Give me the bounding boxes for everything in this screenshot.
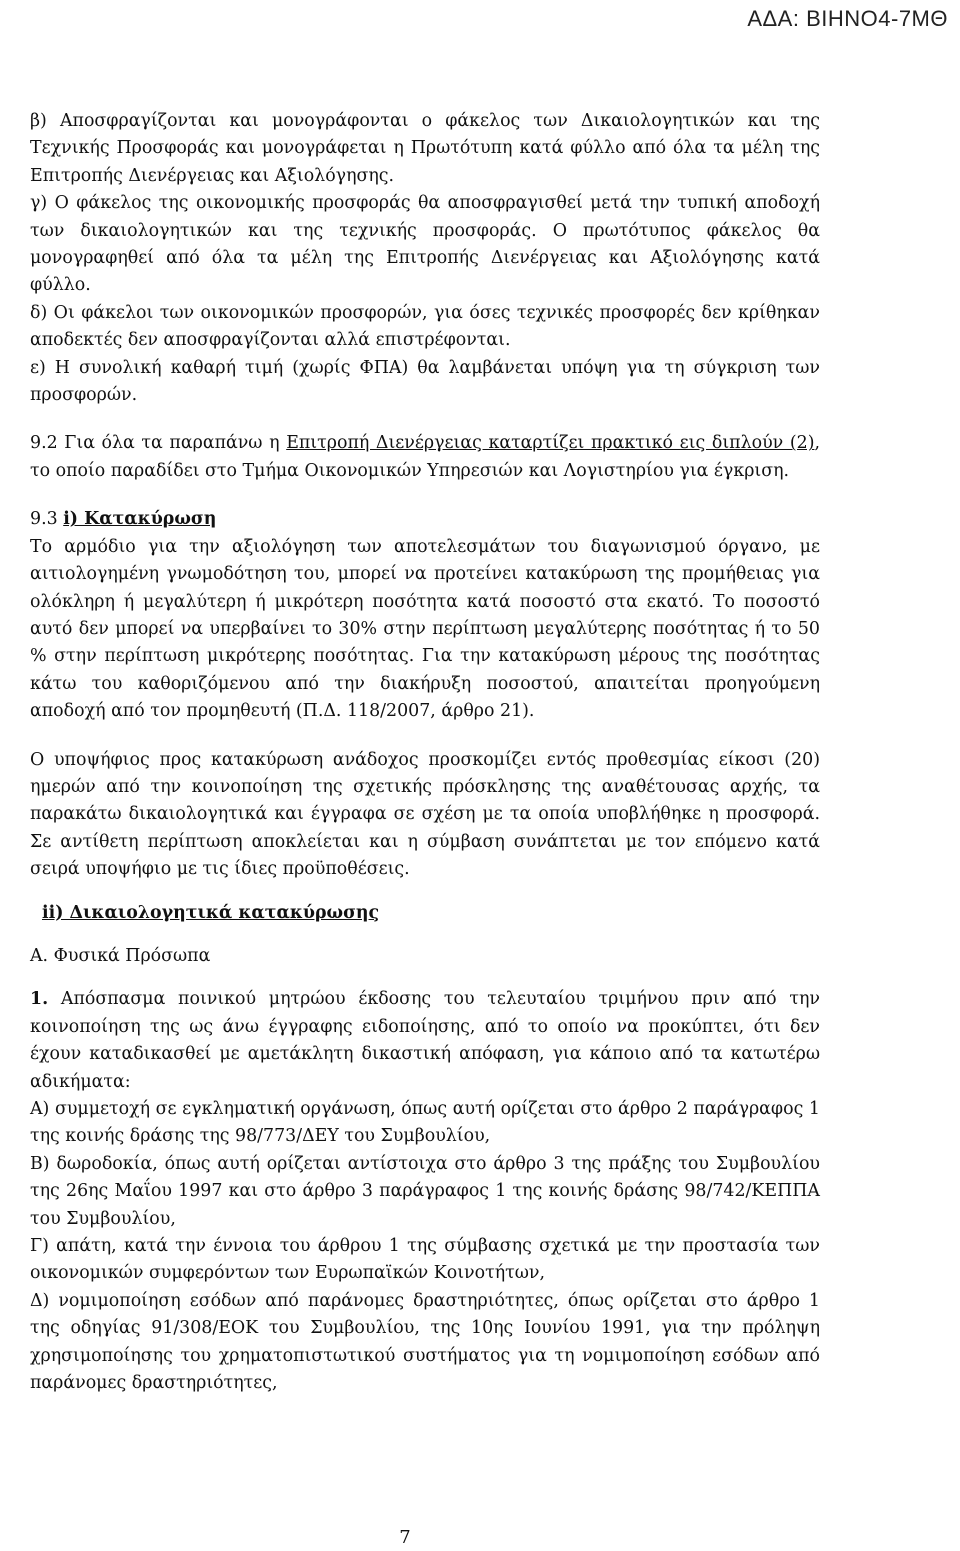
section-9-3-heading: i) Κατακύρωση (63, 509, 217, 530)
offence-a: Α) συμμετοχή σε εγκληματική οργάνωση, όπως αυτή ορίζεται στο άρθρο 2 παράγραφος 1 της κοινής δράσης της 98/773/ΔΕΥ του Συμβουλίου, (30, 1099, 820, 1147)
section-9-3-paragraph-1: Το αρμόδιο για την αξιολόγηση των αποτελεσμάτων του διαγωνισμού όργανο, με αιτιολογημένη γνωμοδότηση του, μπορεί να προτείνει κατακύρωση της προμήθειας για ολόκληρη ή μεγαλύτερη ή μικρότερη ποσότητα κατά ποσοστό στα εκατό. Το ποσοστό αυτό δεν μπορεί να υπερβαίνει το 30% στην περίπτωση μεγαλύτερης ποσότητας ή το 50 % στην περίπτωση μικρότερης ποσότητας. Για την κατακύρωση μέρους της ποσότητας κάτω του καθοριζόμενου από την διακήρυξη ποσοστού, απαιτείται προηγούμενη αποδοχή από τον προμηθευτή (Π.Δ. 118/2007, άρθρο 21). (30, 536, 820, 722)
paragraph-e: ε) Η συνολική καθαρή τιμή (χωρίς ΦΠΑ) θα λαμβάνεται υπόψη για τη σύγκριση των προσφορών. (30, 357, 820, 406)
section-9-2-number: 9.2 (30, 433, 58, 454)
page-number: 7 (399, 1527, 411, 1548)
offence-c: Γ) απάτη, κατά την έννοια του άρθρου 1 της σύμβασης σχετικά με την προστασία των οικονομικών συμφερόντων των Ευρωπαϊκών Κοινοτήτων, (30, 1236, 820, 1284)
document-body (30, 108, 820, 1397)
section-9-3-number: 9.3 (30, 509, 58, 530)
section-ii-item-1-text: Απόσπασμα ποινικού μητρώου έκδοσης του τελευταίου τριμήνου πριν από την κοινοποίηση της ως άνω έγγραφης ειδοποίησης, από το οποίο να προκύπτει, ότι δεν έχουν καταδικασθεί με αμετάκλητη δικαστική απόφαση, για κάποιο από τα κατωτέρω αδικήματα: (30, 989, 820, 1092)
section-9-2-text-after: , το οποίο παραδίδει στο Τμήμα Οικονομικών Υπηρεσιών και Λογιστηρίου για έγκριση. (30, 433, 821, 481)
section-9-2-text-before: Για όλα τα παραπάνω η (57, 433, 287, 454)
section-9-2 (30, 430, 820, 485)
section-ii-heading (30, 900, 820, 927)
section-9-2-underlined: Επιτροπή Διενέργειας καταρτίζει πρακτικό εις διπλούν (2) (286, 433, 815, 454)
offence-d: Δ) νομιμοποίηση εσόδων από παράνομες δραστηριότητες, όπως ορίζεται στο άρθρο 1 της οδηγίας 91/308/ΕΟΚ του Συμβουλίου, της 10ης Ιουνίου 1991, για την πρόληψη χρησιμοποίησης του χρηματοπιστωτικού συστήματος για τη νομιμοποίηση εσόδων από παράνομες δραστηριότητες, (30, 1290, 820, 1394)
offence-b: Β) δωροδοκία, όπως αυτή ορίζεται αντίστοιχα στο άρθρο 3 της πράξης του Συμβουλίου της 26ης Μαΐου 1997 και στο άρθρο 3 παράγραφος 1 της κοινής δράσης 98/742/ΚΕΠΠΑ του Συμβουλίου, (30, 1153, 820, 1229)
section-9-3-heading-line (30, 506, 820, 533)
section-ii-subheading: Α. Φυσικά Πρόσωπα (30, 945, 211, 966)
paragraph-b: β) Αποσφραγίζονται και μονογράφονται ο φάκελος των Δικαιολογητικών και της Τεχνικής Προσφοράς και μονογράφεται η Πρωτότυπη κατά φύλλο από όλα τα μέλη της Επιτροπής Διενέργειας και Αξιολόγησης. (30, 111, 820, 186)
section-9-3-paragraph-2: Ο υποψήφιος προς κατακύρωση ανάδοχος προσκομίζει εντός προθεσμίας είκοσι (20) ημερών από την κοινοποίηση της σχετικής πρόσκλησης της αναθέτουσας αρχής, τα παρακάτω δικαιολογητικά και έγγραφα σε σχέση με τα οποία υποβλήθηκε η προσφορά. Σε αντίθετη περίπτωση αποκλείεται και η σύμβαση συνάπτεται με τον επόμενο κατά σειρά υποψήφιο με τις ίδιες προϋποθέσεις. (30, 749, 820, 880)
section-ii-heading-text: ii) Δικαιολογητικά κατακύρωσης (42, 902, 380, 923)
paragraph-d: δ) Οι φάκελοι των οικονομικών προσφορών, για όσες τεχνικές προσφορές δεν κρίθηκαν αποδεκτές δεν αποσφραγίζονται αλλά επιστρέφονται. (30, 302, 820, 351)
paragraph-c: γ) Ο φάκελος της οικονομικής προσφοράς θα αποσφραγισθεί μετά την τυπική αποδοχή των δικαιολογητικών και της τεχνικής προσφοράς. Ο πρωτότυπος φάκελος θα μονογραφηθεί από όλα τα μέλη της Επιτροπής Διενέργειας και Αξιολόγησης κατά φύλλο. (30, 193, 820, 296)
section-ii-item-1 (30, 986, 820, 1096)
ada-code-header: ΑΔΑ: ΒΙΗΝΟ4-7ΜΘ (747, 6, 948, 31)
section-ii-item-1-number: 1. (30, 989, 49, 1010)
